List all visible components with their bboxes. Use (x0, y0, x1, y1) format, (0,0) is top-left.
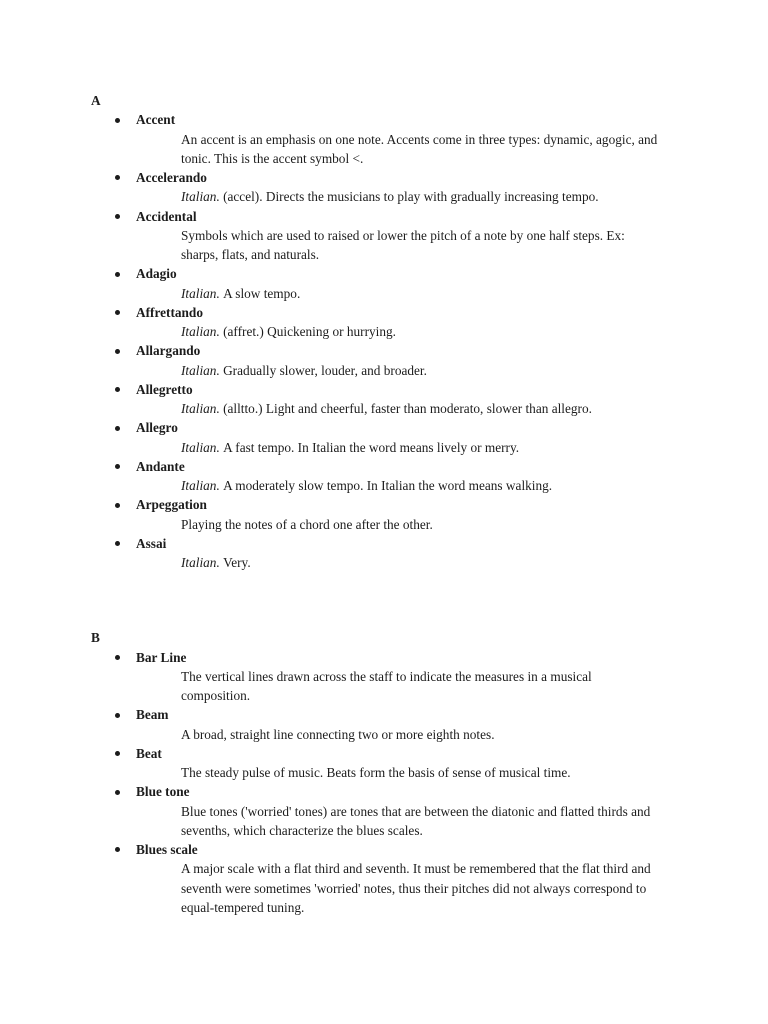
glossary-entry (0, 418, 768, 457)
term-row (0, 705, 768, 724)
definition-line (0, 438, 768, 457)
term-origin: Italian. (181, 401, 220, 416)
glossary-entry (0, 264, 768, 303)
bullet-icon (115, 426, 120, 431)
definition-text: Very. (223, 555, 251, 570)
definition-line: An accent is an emphasis on one note. Accents come in three types: dynamic, agogic, and (181, 131, 658, 147)
definition-line: A broad, straight line connecting two or more eighth notes. (181, 726, 495, 742)
term-row (0, 648, 768, 667)
glossary-section-b (0, 628, 768, 917)
bullet-icon (115, 310, 120, 315)
definition-line (0, 399, 768, 418)
glossary-term: Accent (136, 112, 176, 128)
term-row (0, 418, 768, 437)
glossary-entry (0, 457, 768, 496)
glossary-entry (0, 341, 768, 380)
glossary-term: Accelerando (136, 170, 207, 185)
definition-text: A slow tempo. (223, 285, 301, 301)
glossary-term: Blue tone (136, 784, 190, 800)
bullet-icon (115, 847, 120, 852)
definition-line: composition. (181, 688, 251, 704)
bullet-icon (115, 751, 120, 756)
glossary-entry (0, 495, 768, 534)
glossary-entry (0, 534, 768, 573)
definition-line: Playing the notes of a chord one after the other. (181, 516, 433, 532)
bullet-icon (115, 349, 120, 354)
term-origin: Italian. (181, 324, 220, 339)
section-letter: A (91, 93, 101, 108)
definition-line (0, 322, 768, 341)
bullet-icon (115, 175, 120, 180)
glossary-term: Assai (136, 535, 167, 551)
bullet-icon (115, 214, 120, 219)
term-row (0, 534, 768, 553)
definition-line: A major scale with a flat third and seventh. It must be remembered that the flat third and (181, 861, 651, 877)
glossary-entry (0, 705, 768, 744)
definition-line: sharps, flats, and naturals. (181, 247, 320, 262)
term-origin: Italian. (181, 285, 220, 301)
definition-text: A fast tempo. In Italian the word means lively or merry. (223, 439, 520, 455)
glossary-term: Affrettando (136, 304, 203, 320)
glossary-term: Accidental (136, 208, 197, 224)
term-row (0, 264, 768, 283)
glossary-section-a (0, 91, 768, 572)
term-origin: Italian. (181, 189, 220, 205)
definition-line: tonic. This is the accent symbol <. (181, 150, 364, 166)
bullet-icon (115, 387, 120, 392)
term-row (0, 380, 768, 399)
glossary-entry (0, 110, 768, 168)
bullet-icon (115, 118, 120, 123)
definition-line: The steady pulse of music. Beats form the basis of sense of musical time. (181, 765, 571, 781)
bullet-icon (115, 790, 120, 795)
term-row (0, 207, 768, 226)
glossary-entry (0, 744, 768, 783)
definition-line (0, 476, 768, 495)
glossary-term: Allegretto (136, 381, 193, 397)
definition-line: Symbols which are used to raised or lower the pitch of a note by one half steps. Ex: (181, 227, 625, 243)
glossary-term: Allargando (136, 343, 201, 359)
term-origin: Italian. (181, 478, 220, 493)
glossary-term: Allegro (136, 420, 178, 436)
definition-text: (accel). Directs the musicians to play with gradually increasing tempo. (223, 189, 599, 205)
term-row (0, 303, 768, 322)
glossary-term: Bar Line (136, 649, 187, 665)
glossary-entry (0, 207, 768, 265)
definition-line (0, 187, 768, 206)
term-row (0, 457, 768, 476)
glossary-term: Arpeggation (136, 497, 207, 513)
glossary-term: Andante (136, 458, 185, 474)
term-row (0, 341, 768, 360)
definition-text: A moderately slow tempo. In Italian the word means walking. (223, 478, 553, 493)
definition-line: sevenths, which characterize the blues scales. (181, 822, 423, 838)
glossary-term: Beam (136, 707, 169, 723)
term-origin: Italian. (181, 439, 220, 455)
term-row (0, 495, 768, 514)
term-row (0, 110, 768, 129)
glossary-entry (0, 303, 768, 342)
term-row (0, 168, 768, 187)
glossary-entry (0, 168, 768, 207)
glossary-entry (0, 782, 768, 840)
definition-line (0, 284, 768, 303)
bullet-icon (115, 541, 120, 546)
bullet-icon (115, 503, 120, 508)
definition-text: (alltto.) Light and cheerful, faster than moderato, slower than allegro. (223, 401, 592, 416)
definition-line: seventh were sometimes 'worried' notes, thus their pitches did not always correspond to (181, 880, 647, 896)
term-row (0, 840, 768, 859)
glossary-term: Adagio (136, 266, 177, 282)
bullet-icon (115, 464, 120, 469)
term-row (0, 744, 768, 763)
definition-line: The vertical lines drawn across the staff to indicate the measures in a musical (181, 668, 592, 684)
definition-text: (affret.) Quickening or hurrying. (223, 324, 397, 339)
bullet-icon (115, 713, 120, 718)
definition-line: Blue tones ('worried' tones) are tones that are between the diatonic and flatted thirds and (181, 803, 651, 819)
bullet-icon (115, 655, 120, 660)
section-letter: B (91, 630, 100, 646)
glossary-entry (0, 840, 768, 917)
glossary-entry (0, 380, 768, 419)
definition-text: Gradually slower, louder, and broader. (223, 362, 427, 378)
glossary-term: Blues scale (136, 842, 198, 858)
definition-line (0, 553, 768, 572)
glossary-entry (0, 648, 768, 706)
glossary-term: Beat (136, 745, 162, 761)
definition-line: equal-tempered tuning. (181, 899, 305, 915)
term-origin: Italian. (181, 555, 220, 570)
term-row (0, 782, 768, 801)
definition-line (0, 361, 768, 380)
bullet-icon (115, 272, 120, 277)
term-origin: Italian. (181, 362, 220, 378)
